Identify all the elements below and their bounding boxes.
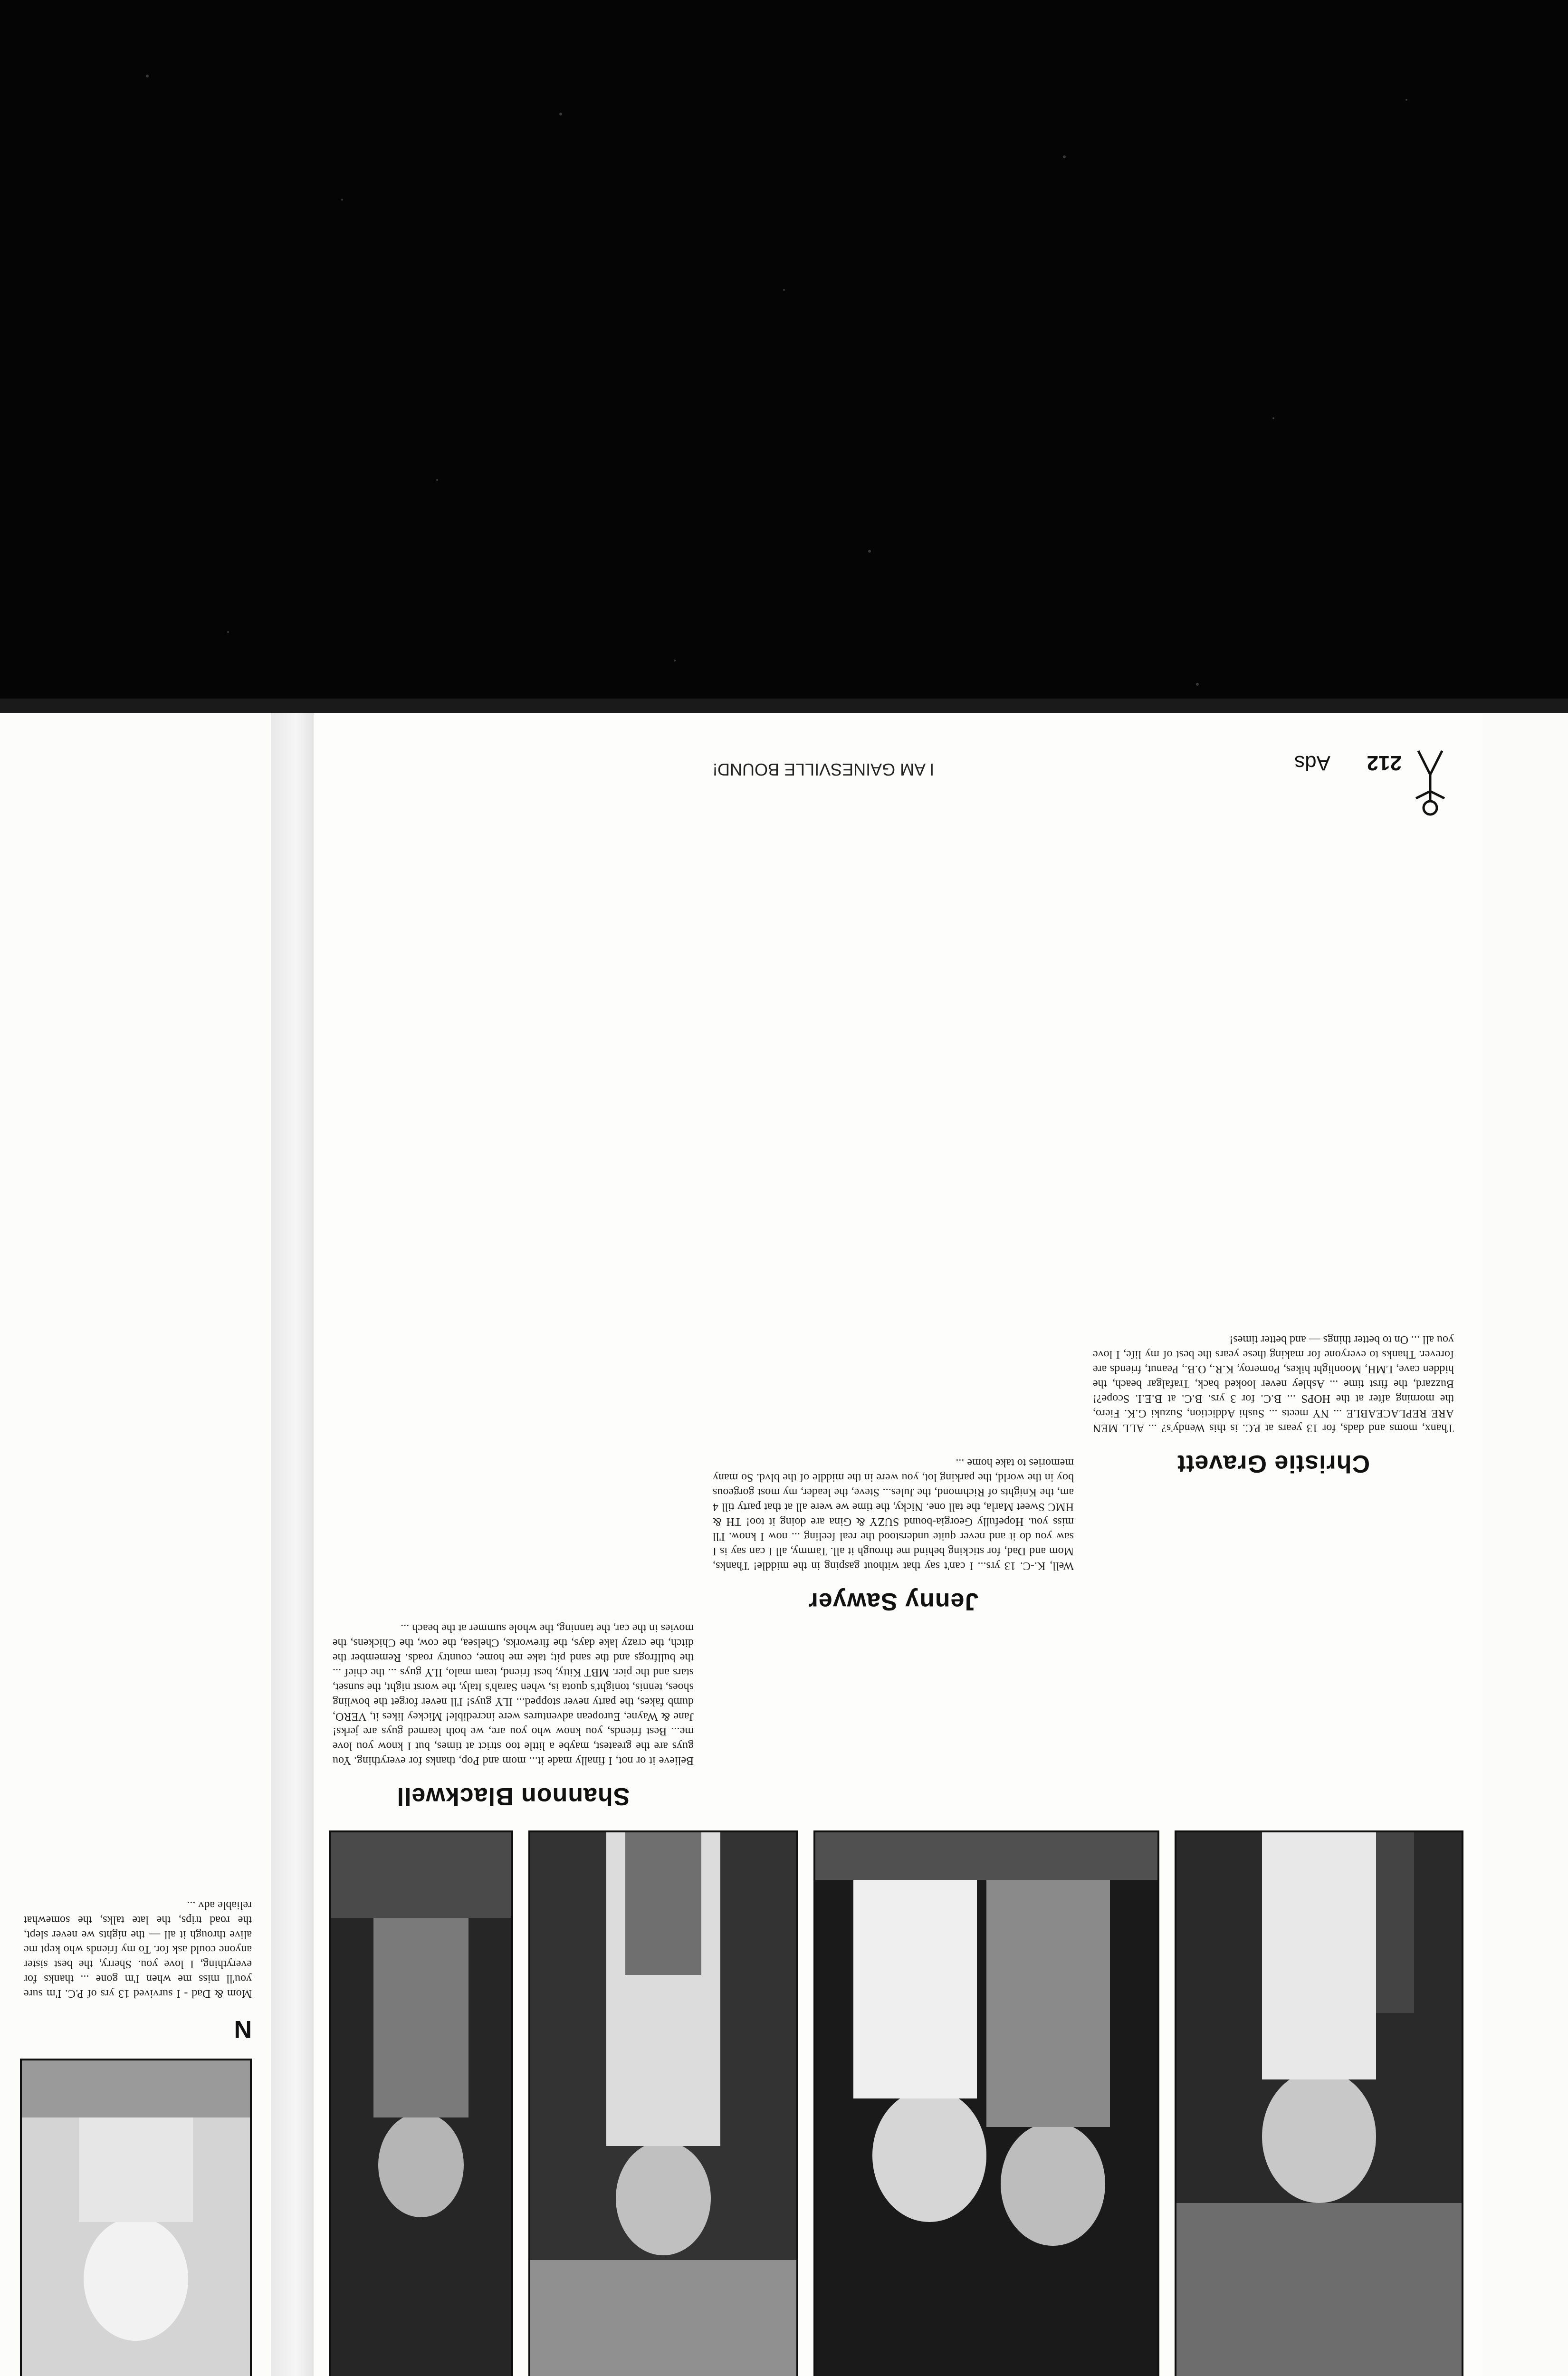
column-body-christie-gravett — [1093, 855, 1454, 1435]
column-body-jenny-sawyer — [713, 789, 1074, 1573]
photo-4-image — [331, 1832, 511, 2376]
column-title-jenny-sawyer: Jenny Sawyer — [808, 1588, 979, 1615]
photo-2-image — [815, 1832, 1157, 2376]
jenny-sawyer-signoff: I AM GAINESVILLE BOUND! — [713, 760, 935, 779]
stick-figure-icon — [1411, 746, 1449, 817]
portrait-photo-3 — [528, 1830, 798, 2376]
column-title-christie-gravett: Christie Gravett — [1176, 1450, 1370, 1477]
portrait-photo-4 — [329, 1830, 513, 2376]
binding-gutter — [271, 713, 314, 2376]
scan-background — [0, 0, 1568, 713]
column-body-shannon-blackwell — [333, 751, 694, 1768]
column-text-shannon-blackwell: Believe it or not, I finally made it... mom and Pop, thanks for everything. You guys are the greatest, maybe a little too strict at times, but I know you love me... Best friends, you know who you are, we both learned guys are jerks! Jane & Wayne, European adventures were incredible! Mickey likes it, VERO, dumb fakes, the party never stopped... ILY guys! I'll never forget the bowling shoes, tennis, tonight's quota is, when Sarah's Italy, the worst night, the sunset, stars and the pier. MBT Kitty, best friend, team malo, ILY guys ... the chief ... the bullfrogs and the sand pit; take me home, country roads. Remember the ditch, the crazy lake days, the fireworks, Chelsea, the cow, the Chickens, the movies in the car, the tanning, the whole summer at the beach ... — [333, 1622, 694, 1767]
left-page — [312, 713, 1482, 2376]
photo-1-image — [1176, 1832, 1462, 2376]
column-text-christie-gravett: Thanx, moms and dads, for 13 years at P.C. is this Wendy's? ... ALL MEN ARE REPLACEABLE ... NY meets ... Sushi Addiction, Suzuki G.K. Fiero, the morning after at the HOPS ... B.C. for 3 yrs. B.C. at B.E.I. Scope?! Buzzard, the first time ... Ashley never looked back, Trafalgar beach, the hidden cave, LMH, Moonlight hikes, Pomeroy, K.R., O.B., Peanut, friends are forever. Thanks to everyone for making these years the best of my life, I love you all ... On to better things — and better times! — [1093, 1333, 1454, 1434]
right-page-text: Mom & Dad - I survived 13 yrs of P.C. I'm sure you'll miss me when I'm gone ... thanks for everything, I love you. Sherry, the best sister anyone could ask for. To my friends who kept me alive through it all — the nights we never slept, the road trips, the late talks, the somewhat reliable adv ... — [24, 1899, 252, 2000]
right-page — [0, 713, 271, 2376]
scanner-noise — [0, 0, 1568, 713]
section-label: Ads — [1294, 751, 1330, 775]
photo-3-image — [530, 1832, 796, 2376]
portrait-photo-1 — [1175, 1830, 1463, 2376]
photo-5-image — [22, 2060, 250, 2376]
right-page-body — [24, 765, 252, 2001]
yearbook-spread — [0, 713, 1568, 2376]
column-text-jenny-sawyer: Well, K.-C. 13 yrs... I can't say that without gasping in the middle! Thanks, Mom and Dad, for sticking behind me through it all. Tammy, all I can say is I saw you do it and never quite understood the real feeling ... now I know. I'll miss you. Hopefully Georgia-bound SUZY & Gina are doing it too! TH & HMC Sweet Marla, the tall one. Nicky, the time we were all at that party till 4 am, the Knights of Richmond, the Jules... Steve, the leader, my most gorgeous boy in the world, the parking lot, you were in the middle of the blvd. So many memories to take home ... — [713, 1456, 1074, 1572]
right-page-heading: N — [233, 2015, 252, 2043]
portrait-photo-5 — [20, 2059, 252, 2376]
column-title-shannon-blackwell: Shannon Blackwell — [396, 1782, 630, 1810]
page-number: 212 — [1367, 751, 1402, 775]
portrait-photo-2 — [813, 1830, 1159, 2376]
